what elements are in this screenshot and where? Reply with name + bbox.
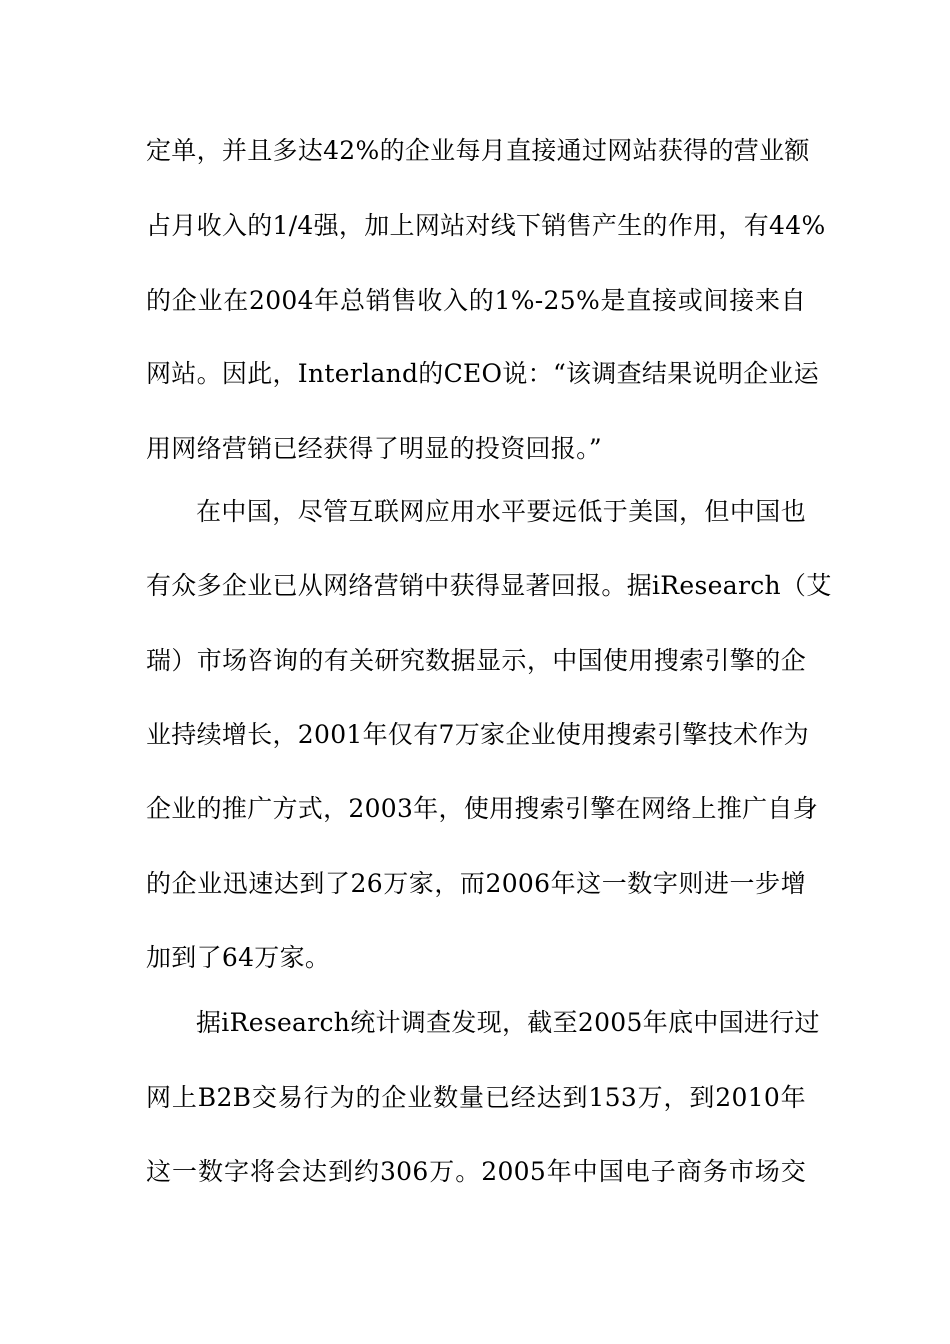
text-line-14: 网上B2B交易行为的企业数量已经达到153万，到2010年 — [146, 1083, 806, 1112]
text-line-4: 网站。因此，Interland的CEO说：“该调查结果说明企业运 — [146, 359, 820, 388]
text-line-13: 据iResearch统计调查发现，截至2005年底中国进行过 — [196, 1008, 820, 1037]
text-line-8: 瑞）市场咨询的有关研究数据显示，中国使用搜索引擎的企 — [146, 646, 806, 675]
text-line-9: 业持续增长，2001年仅有7万家企业使用搜索引擎技术作为 — [146, 720, 809, 749]
text-line-1: 定单，并且多达42%的企业每月直接通过网站获得的营业额 — [146, 136, 810, 165]
text-line-7: 有众多企业已从网络营销中获得显著回报。据iResearch（艾 — [146, 571, 832, 600]
text-line-12: 加到了64万家。 — [146, 943, 331, 972]
text-line-15: 这一数字将会达到约306万。2005年中国电子商务市场交 — [146, 1157, 806, 1186]
text-line-6: 在中国，尽管互联网应用水平要远低于美国，但中国也 — [196, 497, 806, 526]
text-line-11: 的企业迅速达到了26万家，而2006年这一数字则进一步增 — [146, 869, 806, 898]
text-line-3: 的企业在2004年总销售收入的1%-25%是直接或间接来自 — [146, 286, 806, 315]
text-line-10: 企业的推广方式，2003年，使用搜索引擎在网络上推广自身 — [146, 794, 819, 823]
text-line-5: 用网络营销已经获得了明显的投资回报。” — [146, 434, 602, 463]
text-line-2: 占月收入的1/4强，加上网站对线下销售产生的作用，有44% — [146, 211, 826, 240]
